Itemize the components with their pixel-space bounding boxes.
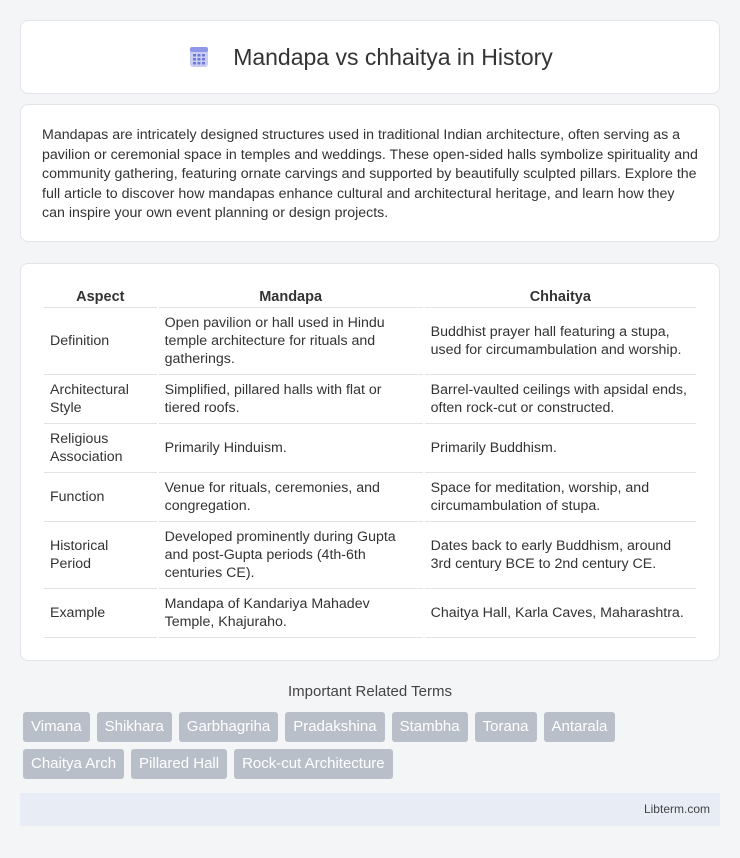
cell-chhaitya: Buddhist prayer hall featuring a stupa, used for circumambulation and worship. [425, 308, 696, 375]
tag-antarala[interactable]: Antarala [544, 712, 616, 742]
footer-brand-link[interactable]: Libterm.com [643, 802, 710, 816]
footer [20, 793, 720, 826]
cell-chhaitya: Dates back to early Buddhism, around 3rd century BCE to 2nd century CE. [425, 522, 696, 589]
tag-vimana[interactable]: Vimana [23, 712, 90, 742]
header-mandapa: Mandapa [159, 286, 423, 308]
header-card [20, 20, 720, 94]
related-terms-title: Important Related Terms [288, 683, 452, 700]
tag-pradakshina[interactable]: Pradakshina [285, 712, 384, 742]
cell-aspect: Definition [44, 308, 157, 375]
intro-card [20, 104, 720, 242]
cell-aspect: Religious Association [44, 424, 157, 473]
cell-aspect: Historical Period [44, 522, 157, 589]
tag-shikhara[interactable]: Shikhara [97, 712, 172, 742]
tag-chaitya-arch[interactable]: Chaitya Arch [23, 749, 124, 779]
tag-garbhagriha[interactable]: Garbhagriha [179, 712, 278, 742]
comparison-table [42, 286, 698, 638]
cell-mandapa: Mandapa of Kandariya Mahadev Temple, Khajuraho. [159, 589, 423, 638]
cell-chhaitya: Space for meditation, worship, and circumambulation of stupa. [425, 473, 696, 522]
header-chhaitya: Chhaitya [425, 286, 696, 308]
tag-rock-cut-architecture[interactable]: Rock-cut Architecture [234, 749, 393, 779]
header-aspect: Aspect [44, 286, 157, 308]
cell-mandapa: Venue for rituals, ceremonies, and congregation. [159, 473, 423, 522]
tag-pillared-hall[interactable]: Pillared Hall [131, 749, 227, 779]
table-row [44, 308, 696, 375]
cell-mandapa: Simplified, pillared halls with flat or tiered roofs. [159, 375, 423, 424]
table-row [44, 424, 696, 473]
cell-aspect: Function [44, 473, 157, 522]
related-terms-list [23, 712, 717, 786]
tag-stambha[interactable]: Stambha [392, 712, 468, 742]
cell-mandapa: Open pavilion or hall used in Hindu temple architecture for rituals and gatherings. [159, 308, 423, 375]
page-title: Mandapa vs chhaitya in History [233, 43, 553, 70]
table-row [44, 375, 696, 424]
cell-mandapa: Primarily Hinduism. [159, 424, 423, 473]
table-header-row [44, 286, 696, 308]
tag-torana[interactable]: Torana [475, 712, 537, 742]
cell-aspect: Architectural Style [44, 375, 157, 424]
cell-mandapa: Developed prominently during Gupta and post-Gupta periods (4th-6th centuries CE). [159, 522, 423, 589]
cell-chhaitya: Chaitya Hall, Karla Caves, Maharashtra. [425, 589, 696, 638]
cell-aspect: Example [44, 589, 157, 638]
comparison-card [20, 263, 720, 661]
table-row [44, 589, 696, 638]
table-row [44, 522, 696, 589]
cell-chhaitya: Barrel-vaulted ceilings with apsidal ends, often rock-cut or constructed. [425, 375, 696, 424]
intro-text: Mandapas are intricately designed structures used in traditional Indian architecture, often serving as a pavilion or ceremonial space in temples and weddings. These open-sided halls symbolize spirituality and community gathering, featuring ornate carvings and supported by beautifully sculpted pillars. Explore the full article to discover how mandapas enhance cultural and architectural heritage, and learn how they can inspire your own event planning or design projects. [42, 127, 698, 222]
table-row [44, 473, 696, 522]
building-icon [187, 45, 211, 69]
cell-chhaitya: Primarily Buddhism. [425, 424, 696, 473]
